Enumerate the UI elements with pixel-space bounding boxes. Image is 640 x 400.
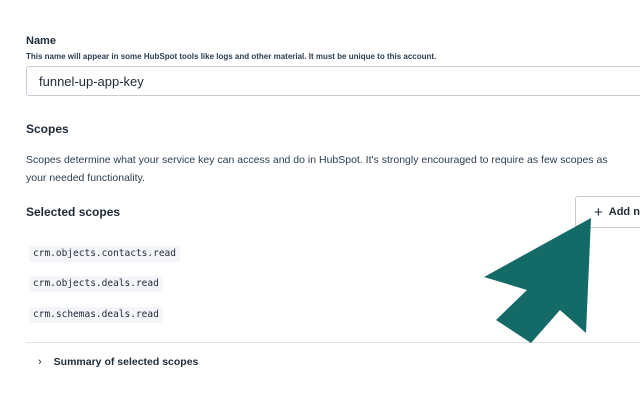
add-scope-button[interactable]: [575, 196, 640, 228]
plus-icon: +: [594, 203, 603, 221]
selected-scopes-heading: Selected scopes: [26, 205, 121, 219]
scopes-heading: Scopes: [26, 122, 69, 136]
add-scope-button-label: Add n: [608, 206, 640, 218]
name-input[interactable]: [26, 66, 640, 96]
scopes-description-line-2: your needed functionality.: [26, 172, 145, 184]
name-help-text: This name will appear in some HubSpot tools like logs and other material. It must be unique to this account.: [26, 52, 437, 61]
scope-tag: crm.objects.contacts.read: [29, 246, 180, 262]
scope-tag: crm.schemas.deals.read: [29, 307, 163, 323]
scope-tag: crm.objects.deals.read: [29, 276, 163, 292]
summary-toggle[interactable]: [38, 356, 198, 368]
scopes-description: [26, 151, 640, 187]
section-divider: [26, 342, 640, 343]
chevron-right-icon: ›: [38, 356, 42, 368]
scopes-description-line-1: Scopes determine what your service key can access and do in HubSpot. It's strongly encouraged to require as few scopes as: [26, 154, 608, 166]
summary-label: Summary of selected scopes: [53, 356, 199, 368]
name-label: Name: [26, 35, 56, 47]
